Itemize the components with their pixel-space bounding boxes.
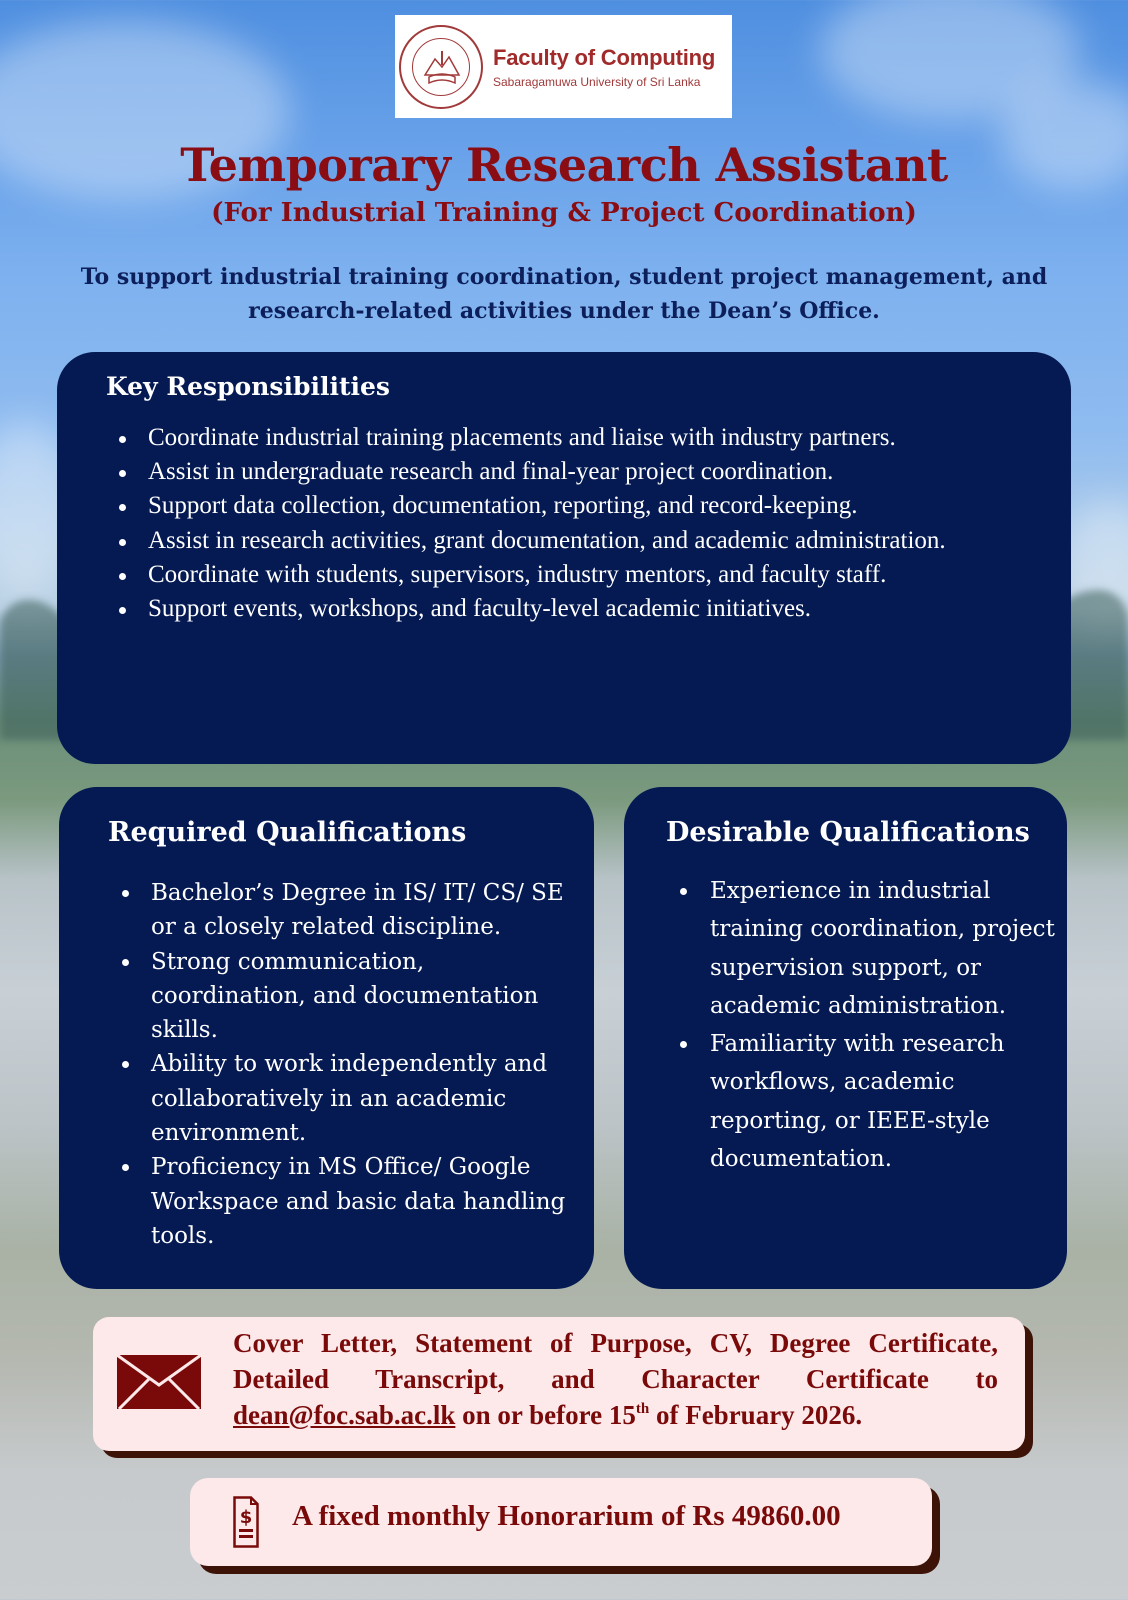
envelope-icon (117, 1355, 201, 1409)
deadline-ordinal: th (635, 1401, 650, 1417)
list-item: Familiarity with research workflows, academic reporting, or IEEE-style documentation. (666, 1025, 1057, 1178)
faculty-logo (395, 15, 732, 118)
desirable-qualifications-list (666, 872, 1057, 1178)
desirable-qualifications-heading: Desirable Qualifications (666, 817, 1030, 848)
deadline-suffix: of February 2026. (655, 1400, 863, 1430)
page-subtitle: (For Industrial Training & Project Coordination) (211, 198, 917, 228)
list-item: Coordinate with students, supervisors, industry mentors, and faculty staff. (106, 558, 1029, 592)
list-item: Strong communication, coordination, and documentation skills. (108, 945, 574, 1048)
desirable-qualifications-card (624, 787, 1067, 1289)
documents-list: Cover Letter, Statement of Purpose, CV, Degree Certificate, Detailed Transcript, and Character Certificate to (233, 1328, 998, 1394)
list-item: Ability to work independently and collaboratively in an academic environment. (108, 1047, 574, 1150)
required-qualifications-card (59, 787, 594, 1289)
application-instructions-text (233, 1325, 998, 1433)
list-item: Proficiency in MS Office/ Google Workspace and basic data handling tools. (108, 1150, 574, 1253)
university-seal-icon (399, 25, 483, 109)
page-title: Temporary Research Assistant (180, 138, 948, 192)
intro-text: To support industrial training coordination, student project management, and research-related activities under the Dean’s Office. (80, 264, 1048, 324)
required-qualifications-list (108, 876, 574, 1253)
list-item: Assist in research activities, grant documentation, and academic administration. (106, 524, 1029, 558)
list-item: Bachelor’s Degree in IS/ IT/ CS/ SE or a closely related discipline. (108, 876, 574, 945)
deadline-prefix: on or before 15 (462, 1400, 636, 1430)
logo-title: Faculty of Computing (493, 44, 716, 70)
svg-text:$: $ (239, 1507, 253, 1528)
honorarium-callout (190, 1478, 932, 1566)
key-responsibilities-heading: Key Responsibilities (106, 372, 390, 401)
logo-subtitle: Sabaragamuwa University of Sri Lanka (493, 74, 701, 89)
dean-email-link[interactable]: dean@foc.sab.ac.lk (233, 1400, 456, 1430)
invoice-dollar-icon (233, 1496, 259, 1548)
application-instructions-callout (93, 1317, 1025, 1451)
list-item: Support events, workshops, and faculty-level academic initiatives. (106, 592, 1029, 626)
list-item: Assist in undergraduate research and final-year project coordination. (106, 455, 1029, 489)
list-item: Support data collection, documentation, reporting, and record-keeping. (106, 489, 1029, 523)
list-item: Experience in industrial training coordination, project supervision support, or academic administration. (666, 872, 1057, 1025)
list-item: Coordinate industrial training placements and liaise with industry partners. (106, 421, 1029, 455)
honorarium-text: A fixed monthly Honorarium of Rs 49860.00 (292, 1500, 841, 1532)
key-responsibilities-list (106, 421, 1029, 626)
key-responsibilities-card (57, 352, 1071, 764)
required-qualifications-heading: Required Qualifications (108, 817, 467, 848)
